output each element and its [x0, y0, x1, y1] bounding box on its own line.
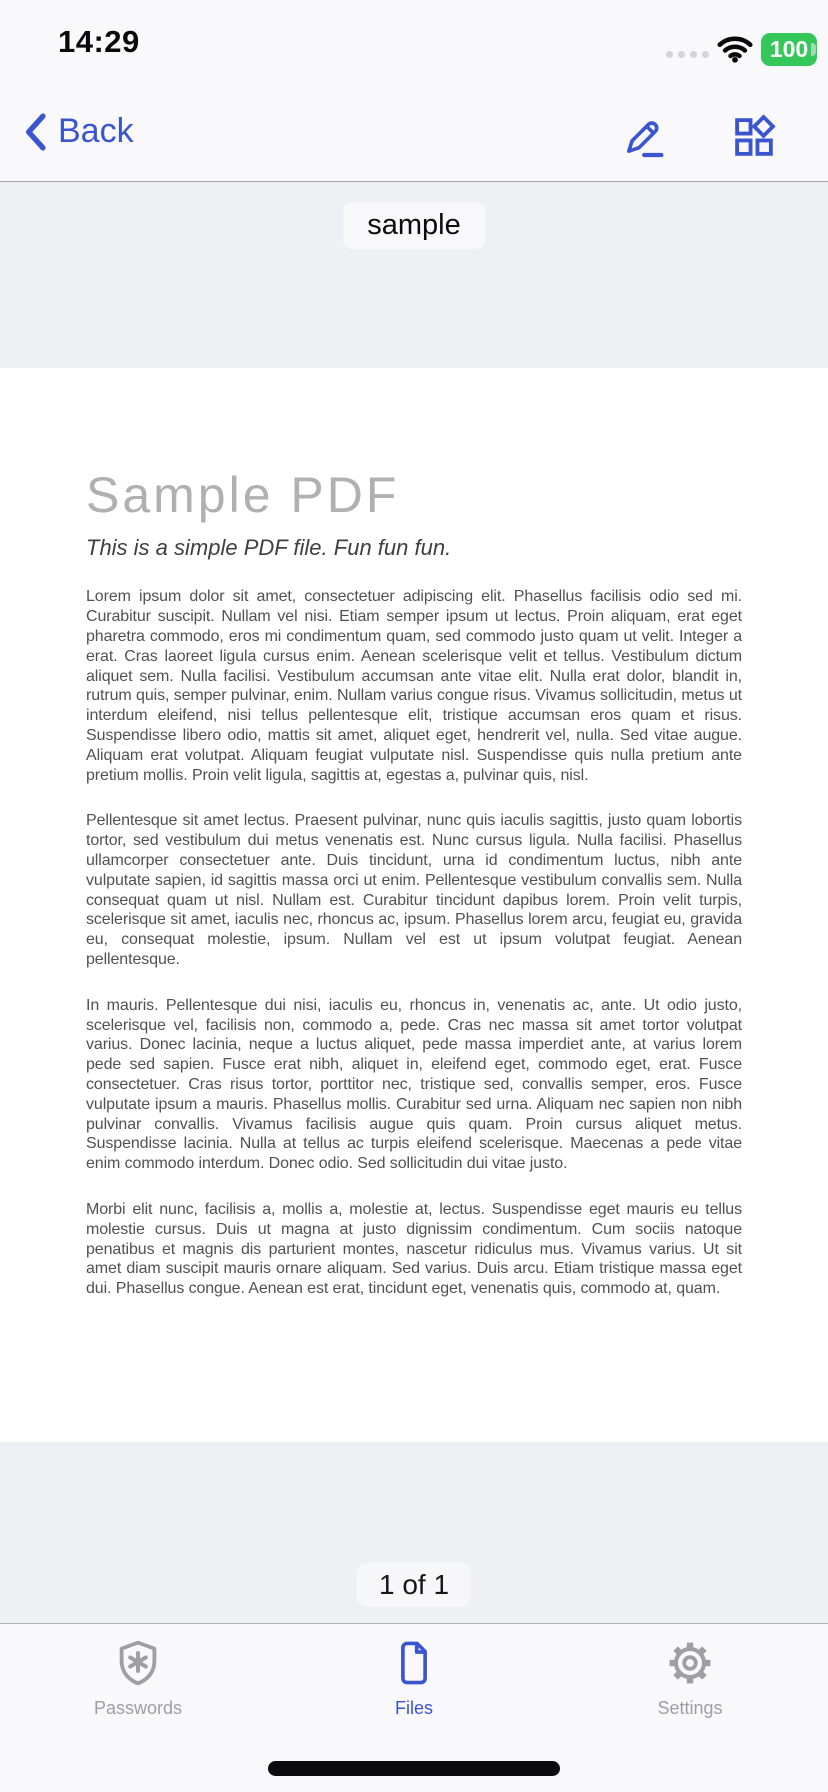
cellular-signal-icon — [666, 51, 709, 58]
battery-indicator — [761, 33, 816, 66]
pdf-paragraph: Morbi elit nunc, facilisis a, mollis a, molestie at, lectus. Suspendisse eget mauris eu tellus molestie cursus. Duis ut magna at justo dignissim condimentum. Cum sociis natoque penatibus et magnis dis parturient montes, nascetur ridiculus mus. Vivamus varius. Ut sit amet diam suscipit mauris ornare aliquam. Sed varius. Duis arcu. Etiam tristique massa eget dui. Phasellus congue. Aenean est erat, tincidunt eget, venenatis quis, commodo at, quam. — [86, 1200, 742, 1298]
tab-bar — [0, 1623, 828, 1792]
pdf-subtitle: This is a simple PDF file. Fun fun fun. — [86, 535, 452, 560]
tab-passwords[interactable] — [0, 1624, 276, 1792]
gear-icon — [665, 1638, 715, 1688]
pdf-paragraph: Pellentesque sit amet lectus. Praesent pulvinar, nunc quis iaculis sagittis, justo quam lobortis tortor, sed vestibulum dui metus venenatis est. Nunc cursus ligula. Nulla facilisi. Phasellus ullamcorper consectetuer ante. Duis tincidunt, urna id condimentum luctus, nibh ante vulputate sapien, id sagittis massa orci ut enim. Pellentesque vestibulum convallis sem. Nulla consequat quam ut nisl. Nullam est. Curabitur tincidunt dapibus lorem. Proin velit turpis, scelerisque sit amet, iaculis nec, rhoncus ac, ipsum. Phasellus lorem arcu, feugiat eu, gravida eu, consequat molestie, ipsum. Nullam vel est ut ipsum volutpat feugiat. Aenean pellentesque. — [86, 812, 742, 968]
pdf-body-text — [86, 587, 742, 1299]
back-button-label: Back — [58, 112, 134, 150]
pdf-page-content — [0, 368, 828, 1299]
grid-squares-diamond-icon — [731, 114, 777, 160]
home-indicator[interactable] — [268, 1761, 560, 1776]
pdf-heading: Sample PDF — [86, 467, 400, 523]
chevron-left-icon — [22, 113, 48, 151]
pdf-paragraph: In mauris. Pellentesque dui nisi, iaculis eu, rhoncus in, venenatis ac, ante. Ut odio justo, scelerisque vel, facilisis non, commodo a, pede. Cras nec massa sit amet tortor volutpat varius. Donec lacinia, neque a luctus aliquet, pede massa imperdiet ante, at varius lorem pede sed sapien. Fusce erat nibh, aliquet in, eleifend eget, commodo eget, erat. Fusce consectetuer. Cras risus tortor, porttitor nec, tristique sed, convallis semper, eros. Fusce vulputate ipsum a mauris. Phasellus mollis. Curabitur sed urna. Aliquam nec sapien non nibh pulvinar convallis. Vivamus facilisis augue quis quam. Proin cursus aliquet metus. Suspendisse lacinia. Nulla at tellus ac turpis eleifend scelerisque. Maecenas a pede vitae enim commodo interdum. Donec odio. Sed sollicitudin dui vitae justo. — [86, 996, 742, 1173]
pdf-page[interactable] — [0, 368, 828, 1442]
shield-asterisk-icon — [113, 1638, 163, 1688]
document-title: sample — [343, 202, 485, 249]
battery-tip — [811, 43, 816, 56]
tab-settings[interactable] — [552, 1624, 828, 1792]
pdf-viewer[interactable] — [0, 182, 828, 1623]
document-icon — [389, 1638, 439, 1688]
page-indicator: 1 of 1 — [357, 1563, 471, 1607]
wifi-icon — [717, 35, 753, 63]
pdf-paragraph: Lorem ipsum dolor sit amet, consectetuer adipiscing elit. Phasellus facilisis odio sed mi. Curabitur suscipit. Nullam vel nisi. Etiam semper ipsum ut lectus. Proin aliquam, erat eget pharetra commodo, eros mi condimentum quam, sed commodo justo quam ut velit. Integer a erat. Cras laoreet ligula cursus enim. Aenean scelerisque velit et tellus. Vestibulum dictum aliquet sem. Nulla facilisi. Vestibulum accumsan ante vitae elit. Nulla erat dolor, blandit in, rutrum quis, semper pulvinar, enim. Nullam varius congue risus. Vivamus sollicitudin, metus ut interdum eleifend, nisi tellus pellentesque elit, tristique accumsan eros quam et risus. Suspendisse libero odio, mattis sit amet, aliquet eget, hendrerit vel, nulla. Sed vitae augue. Aliquam erat volutpat. Aliquam feugiat vulputate nisl. Suspendisse quis nulla pretium ante pretium mollis. Proin velit ligula, sagittis at, egestas a, pulvinar quis, nisl. — [86, 588, 742, 784]
pencil-underline-icon — [620, 114, 666, 160]
top-chrome — [0, 0, 828, 182]
page-thumbnails-button[interactable] — [731, 114, 777, 160]
back-button[interactable] — [22, 112, 134, 151]
status-time: 14:29 — [58, 24, 140, 59]
status-icons — [666, 32, 816, 66]
edit-button[interactable] — [620, 114, 666, 160]
tab-files-label: Files — [394, 1698, 433, 1718]
tab-settings-label: Settings — [657, 1698, 723, 1718]
battery-level: 100 — [761, 33, 817, 66]
tab-passwords-label: Passwords — [93, 1698, 183, 1718]
